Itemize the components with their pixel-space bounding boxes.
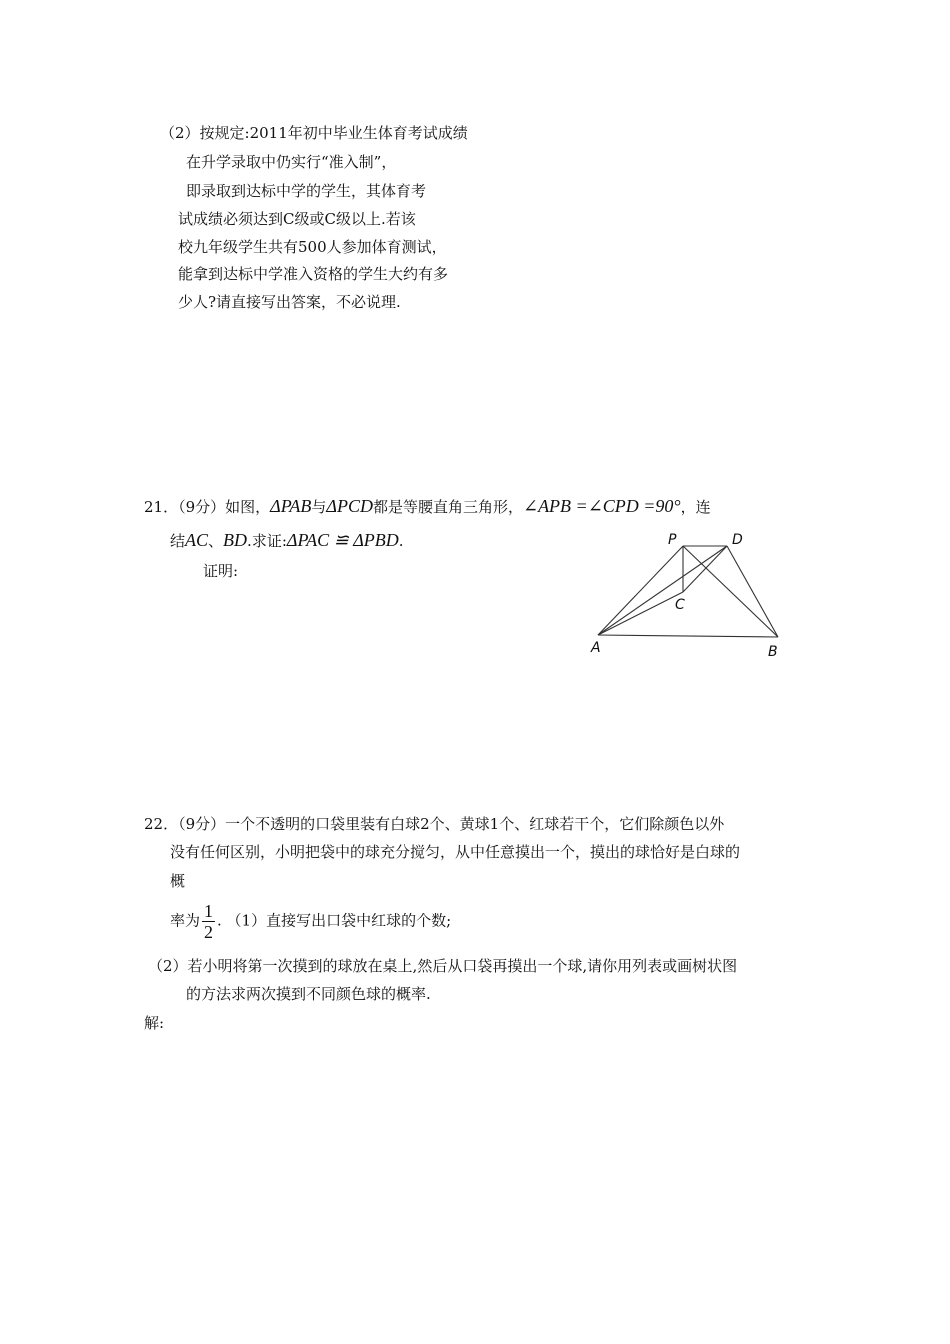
q22-part2-line-1: （2）若小明将第一次摸到的球放在桌上,然后从口袋再摸出一个球,请你用列表或画树状图 (148, 957, 738, 975)
q20-part2-line-1: （2）按规定:2011年初中毕业生体育考试成绩 (160, 124, 468, 142)
point-label-c: C (675, 597, 685, 613)
q20-part2-line-4: 试成绩必须达到C级或C级以上.若该 (178, 210, 416, 228)
segment-pa (598, 546, 683, 635)
q21-triangle-pcd: ΔPCD (326, 496, 373, 516)
q22-line-2: 没有任何区别，小明把袋中的球充分搅匀，从中任意摸出一个，摸出的球恰好是白球的 (170, 843, 741, 861)
q21-line2-prefix: 结 (170, 532, 186, 550)
q22-line1-text: （9分）一个不透明的口袋里装有白球2个、黄球1个、红球若干个，它们除颜色以外 (178, 815, 725, 833)
q22-number: 22． (144, 815, 179, 833)
q21-tail: ，连 (680, 498, 711, 516)
q20-part2-line-6: 能拿到达标中学准入资格的学生大约有多 (178, 265, 449, 283)
q21-congruence: ΔPAC ≌ ΔPBD (286, 530, 399, 550)
q22-line-3: 概 (170, 872, 186, 890)
q22-line-4 (170, 901, 451, 942)
q20-part2-line-2: 在升学录取中仍实行“准入制”， (186, 153, 397, 171)
q20-part2-line-7: 少人?请直接写出答案，不必说理. (178, 293, 401, 311)
q20-part2-line-3: 即录取到达标中学的学生，其体育考 (186, 182, 427, 200)
segment-ac (598, 592, 683, 635)
q21-segment-ac: AC (185, 530, 209, 550)
fraction-denominator: 2 (204, 922, 214, 942)
q21-number: 21． (144, 498, 179, 516)
q21-separator: 、 (208, 532, 224, 550)
fraction-numerator: 1 (204, 901, 214, 921)
point-label-d: D (732, 532, 743, 548)
point-label-p: P (668, 532, 677, 548)
q21-period: . (398, 532, 404, 550)
segment-ab (598, 635, 778, 637)
point-label-a: A (591, 640, 601, 656)
q22-line4-prefix: 率为 (170, 911, 201, 930)
q21-description: 都是等腰直角三角形， (372, 498, 523, 516)
q22-answer-label: 解: (144, 1014, 165, 1032)
q22-line4-suffix: . （1）直接写出口袋中红球的个数; (217, 911, 452, 930)
q21-angle-condition: ∠APB =∠CPD =90° (522, 496, 681, 516)
q21-proof-label: 证明: (203, 562, 239, 580)
q21-triangle-pab: ΔPAB (270, 496, 312, 516)
segment-ad-diagonal (598, 546, 727, 635)
q22-line-1 (144, 814, 724, 834)
point-label-b: B (768, 644, 778, 660)
q21-score: （9分）如图， (178, 498, 271, 516)
q20-part2-line-5: 校九年级学生共有500人参加体育测试， (178, 238, 447, 256)
q21-prove-label: .求证: (247, 532, 287, 550)
q22-fraction-one-half (202, 901, 215, 942)
q22-part2-line-2: 的方法求两次摸到不同颜色球的概率. (186, 985, 431, 1003)
segment-pb (683, 546, 778, 637)
segment-db (727, 546, 778, 637)
q21-and: 与 (311, 498, 327, 516)
q21-segment-bd: BD (223, 530, 248, 550)
